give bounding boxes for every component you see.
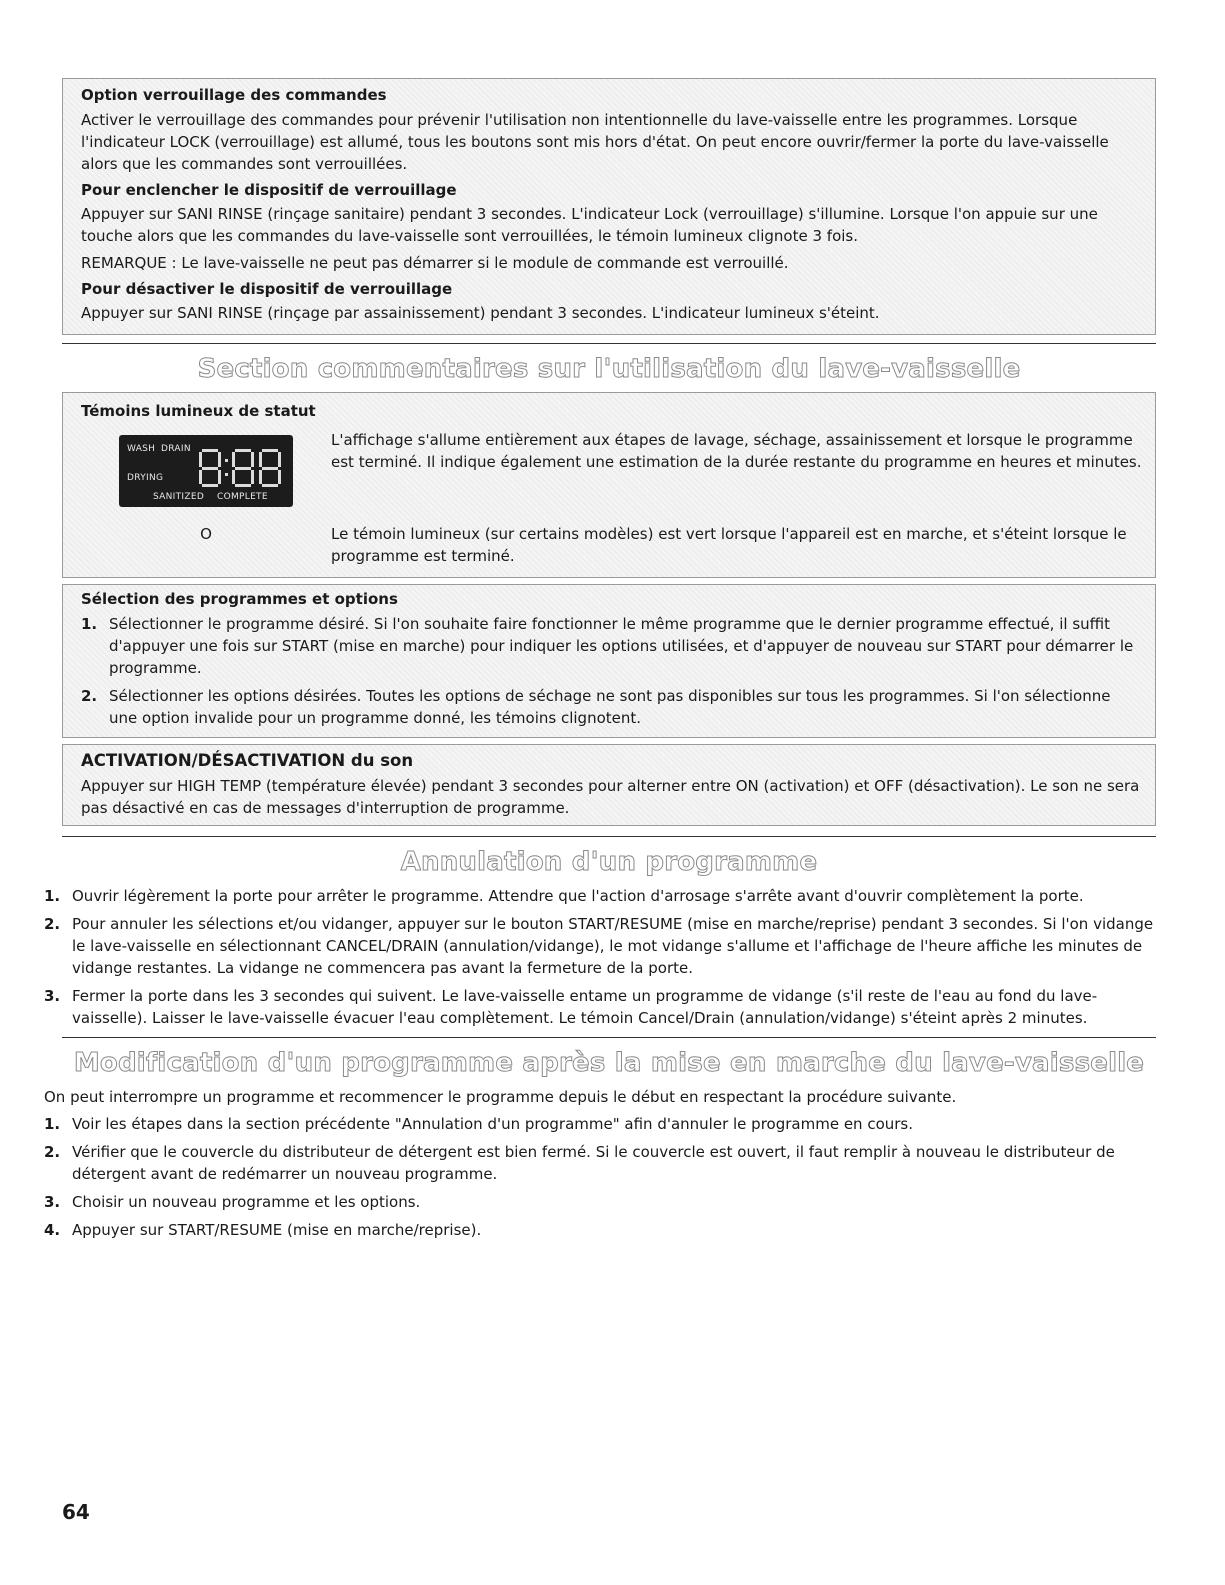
light-description: Le témoin lumineux (sur certains modèles) est vert lorsque l'appareil est en marche, et s'éteint lorsque le programme est terminé. (331, 525, 1127, 565)
divider (62, 836, 1156, 837)
program-selection-title: Sélection des programmes et options (81, 590, 398, 608)
program-selection-box (62, 584, 1156, 738)
divider (62, 343, 1156, 344)
display-description: L'affichage s'allume entièrement aux étapes de lavage, séchage, assainissement et lorsque le programme est terminé. Il indique également une estimation de la durée restante du programme en heures et minutes. (331, 431, 1142, 471)
sound-toggle-title: ACTIVATION/DÉSACTIVATION du son (81, 751, 414, 770)
disable-lock-text: Appuyer sur SANI RINSE (rinçage par assainissement) pendant 3 secondes. L'indicateur lumineux s'éteint. (81, 304, 880, 322)
lock-note: REMARQUE : Le lave-vaisselle ne peut pas démarrer si le module de commande est verrouillé. (81, 254, 789, 272)
control-lock-intro: Activer le verrouillage des commandes pour prévenir l'utilisation non intentionnelle du lave-vaisselle entre les programmes. Lorsque l'indicateur LOCK (verrouillage) est allumé, tous les boutons sont mis hors d'état. On peut encore ouvrir/fermer la porte du lave-vaisselle alors que les commandes sont verrouillées. (81, 111, 1109, 173)
status-lights-title: Témoins lumineux de statut (81, 402, 316, 420)
cancel-steps-list (44, 885, 1156, 1029)
cancel-section-heading: Annulation d'un programme (400, 847, 818, 877)
disable-lock-title: Pour désactiver le dispositif de verrouillage (81, 280, 453, 298)
light-row (81, 523, 1143, 567)
status-display-panel (119, 435, 293, 507)
list-item: 2. Sélectionner les options désirées. Toutes les options de séchage ne sont pas disponibles sur tous les programmes. Si l'on sélectionne une option invalide pour un programme donné, les témoins clignotent. (81, 687, 1111, 727)
program-selection-list (81, 613, 1143, 729)
control-lock-box (62, 78, 1156, 335)
modify-steps-list (44, 1113, 1156, 1241)
display-drain-label: DRAIN (161, 444, 191, 454)
divider (62, 1037, 1156, 1038)
display-digit-icon (259, 449, 281, 487)
control-lock-title: Option verrouillage des commandes (81, 86, 387, 104)
sound-toggle-text: Appuyer sur HIGH TEMP (température élevée) pendant 3 secondes pour alterner entre ON (activation) et OFF (désactivation). Le son ne sera pas désactivé en cas de messages d'interruption de programme. (81, 777, 1140, 817)
sound-toggle-box (62, 744, 1156, 826)
display-drying-label: DRYING (127, 473, 164, 483)
modify-intro: On peut interrompre un programme et recommencer le programme depuis le début en respectant la procédure suivante. (44, 1088, 957, 1106)
display-sanitized-label: SANITIZED (153, 492, 205, 502)
display-row (81, 429, 1143, 507)
feedback-section-heading: Section commentaires sur l'utilisation du lave-vaisselle (197, 354, 1021, 384)
list-item: 1. Voir les étapes dans la section précédente "Annulation d'un programme" afin d'annuler le programme en cours. (44, 1115, 914, 1133)
page-content (44, 78, 1156, 1247)
list-item: 1. Sélectionner le programme désiré. Si l'on souhaite faire fonctionner le même programme que le dernier programme effectué, il suffit d'appuyer une fois sur START (mise en marche) pour indiquer les options utilisées, et d'appuyer de nouveau sur START pour démarrer le programme. (81, 615, 1134, 677)
status-lights-box (62, 392, 1156, 578)
list-item: 3. Fermer la porte dans les 3 secondes qui suivent. Le lave-vaisselle entame un programme de vidange (s'il reste de l'eau au fond du lave-vaisselle). Laisser le lave-vaisselle évacuer l'eau complètement. Le témoin Cancel/Drain (annulation/vidange) s'éteint après 2 minutes. (44, 987, 1098, 1027)
enable-lock-title: Pour enclencher le dispositif de verrouillage (81, 181, 457, 199)
list-item: 2. Vérifier que le couvercle du distributeur de détergent est bien fermé. Si le couvercle est ouvert, il faut remplir à nouveau le distributeur de détergent avant de redémarrer un nouveau programme. (44, 1143, 1115, 1183)
display-complete-label: COMPLETE (217, 492, 268, 502)
modify-section-heading: Modification d'un programme après la mise en marche du lave-vaisselle (73, 1048, 1145, 1078)
display-wash-label: WASH (127, 444, 156, 454)
list-item: 4. Appuyer sur START/RESUME (mise en marche/reprise). (44, 1221, 482, 1239)
list-item: 1. Ouvrir légèrement la porte pour arrêter le programme. Attendre que l'action d'arrosage s'arrête avant d'ouvrir complètement la porte. (44, 887, 1084, 905)
enable-lock-text: Appuyer sur SANI RINSE (rinçage sanitaire) pendant 3 secondes. L'indicateur Lock (verrouillage) s'illumine. Lorsque l'on appuie sur une touche alors que les commandes du lave-vaisselle sont verrouillées, le témoin lumineux clignote 3 fois. (81, 205, 1098, 245)
display-digit-icon (232, 449, 254, 487)
list-item: 3. Choisir un nouveau programme et les options. (44, 1193, 421, 1211)
display-digit-icon (199, 449, 221, 487)
list-item: 2. Pour annuler les sélections et/ou vidanger, appuyer sur le bouton START/RESUME (mise en marche/reprise) pendant 3 secondes. Si l'on vidange le lave-vaisselle en sélectionnant CANCEL/DRAIN (annulation/vidange), le mot vidange s'allume et l'affichage de l'heure affiche les minutes de vidange restantes. La vidange ne commencera pas avant la fermeture de la porte. (44, 915, 1154, 977)
page-number: 64 (62, 1500, 90, 1524)
status-light-icon: O (200, 525, 212, 543)
